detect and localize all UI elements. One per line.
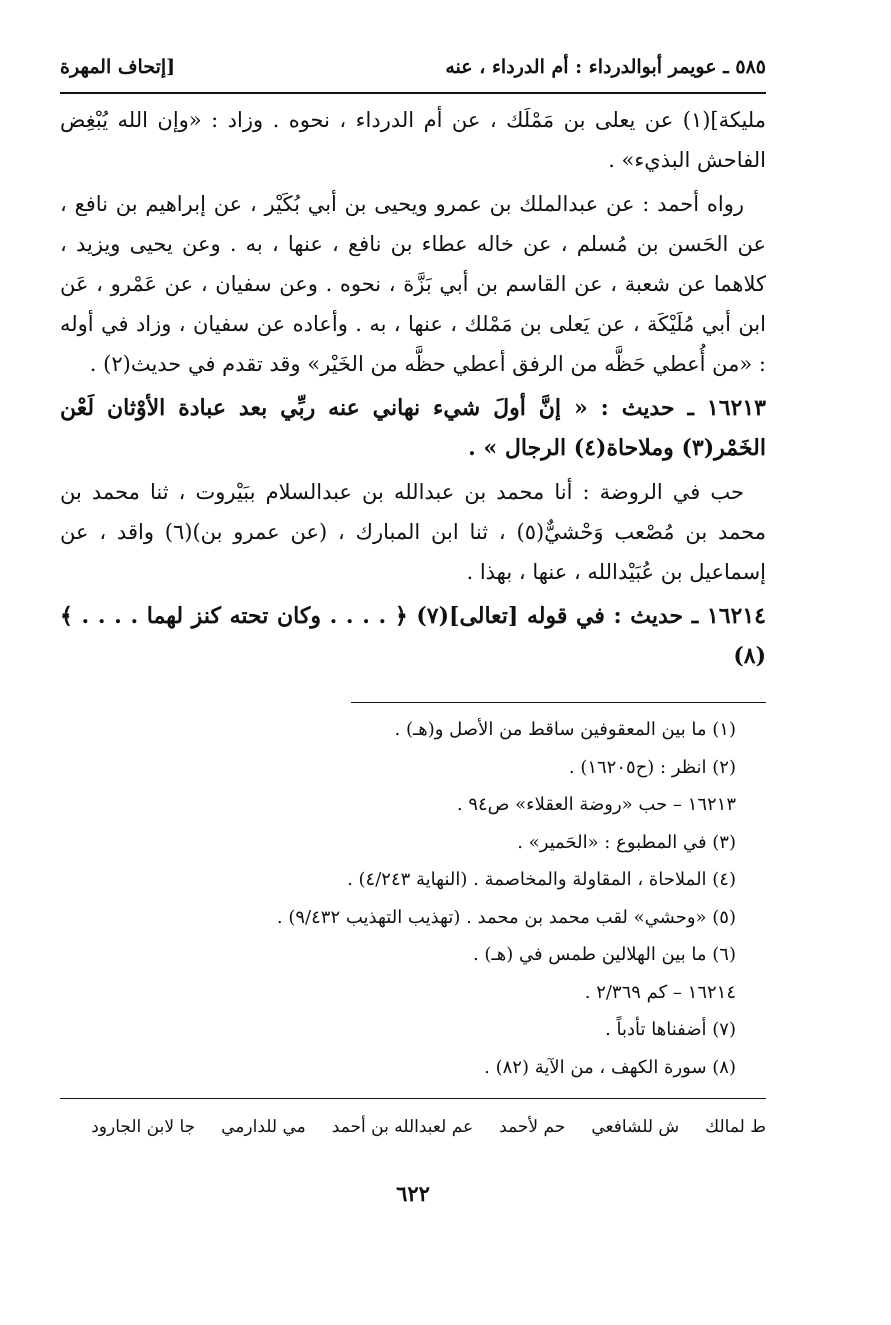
footnote-rule xyxy=(351,702,766,703)
footnote: (٢) انظر : (ح١٦٢٠٥) . xyxy=(568,756,736,778)
footnote: (٣) في المطبوع : «الحَمير» . xyxy=(517,831,736,853)
paragraph-hibban: حب في الروضة : أنا محمد بن عبدالله بن عبدالسلام ببَيْروت ، ثنا محمد بن محمد بن مُصْعب وَحْشيٌّ(٥) ، ثنا ابن المبارك ، (عن عمرو بن)(٦) واقد ، عن إسماعيل بن عُبَيْدالله ، عنها ، بهذا . xyxy=(60,480,766,584)
footnote: ١٦٢١٤ – كم ٢/٣٦٩ . xyxy=(584,981,736,1003)
footnote: (٦) ما بين الهلالين طمس في (هـ) . xyxy=(472,944,736,965)
header-rule xyxy=(60,92,766,94)
paragraph-continuation: مليكة](١) عن يعلى بن مَمْلَك ، عن أم الدرداء ، نحوه . وزاد : «وإن الله يُبْغِض الفاحش البذيء» . xyxy=(60,108,766,172)
page-number: ٦٢٢ xyxy=(396,1181,430,1206)
header-book-name: [إتحاف المهرة xyxy=(60,56,176,78)
abbreviation: حم لأحمد xyxy=(499,1117,566,1137)
page xyxy=(60,50,766,1206)
footnote: ١٦٢١٣ – حب «روضة العقلاء» ص٩٤ . xyxy=(456,794,736,815)
footnote: (٥) «وحشي» لقب محمد بن محمد . (تهذيب التهذيب ٩/٤٣٢) . xyxy=(276,906,736,928)
abbreviation: جا لابن الجارود xyxy=(91,1117,196,1137)
abbreviation: ط لمالك xyxy=(705,1117,766,1137)
hadith-16214: ١٦٢١٤ ـ حديث : في قوله [تعالى](٧) ﴿ . . . . وكان تحته كنز لهما . . . . ﴾(٨) xyxy=(60,603,766,669)
footnote: (٤) الملاحاة ، المقاولة والمخاصمة . (النهاية ٤/٢٤٣) . xyxy=(347,869,736,890)
footnotes xyxy=(60,711,766,1086)
footnote: (٨) سورة الكهف ، من الآية (٨٢) . xyxy=(484,1056,736,1078)
footnote: (١) ما بين المعقوفين ساقط من الأصل و(هـ) . xyxy=(394,719,736,740)
footnote: (٧) أضفناها تأدباً . xyxy=(605,1019,736,1040)
abbreviation: ش للشافعي xyxy=(591,1117,680,1137)
paragraph-ahmad: رواه أحمد : عن عبدالملك بن عمرو ويحيى بن أبي بُكَيْر ، عن إبراهيم بن نافع ، عن الحَسن بن مُسلم ، عن خاله عطاء بن نافع ، عنها ، به . وعن يحيى ويزيد ، كلاهما عن شعبة ، عن القاسم بن أبي بَزَّة ، نحوه . وعن سفيان ، عن عَمْرو ، عَن ابن أبي مُلَيْكَة ، عن يَعلى بن مَمْلك ، عنها ، به . وأعاده عن سفيان ، وزاد في أوله : «من أُعطي حَظَّه من الرفق أعطي حظَّه من الخَيْر» وقد تقدم في حديث(٢) . xyxy=(60,192,766,376)
abbreviation: عم لعبدالله بن أحمد xyxy=(331,1117,474,1137)
abbreviation-key xyxy=(60,1117,766,1137)
abbreviation-rule xyxy=(60,1098,766,1099)
hadith-16213: ١٦٢١٣ ـ حديث : « إنَّ أولَ شيء نهاني عنه ربِّي بعد عبادة الأوْثان لَعْن الخَمْر(٣) وملاحاة(٤) الرجال » . xyxy=(60,395,766,461)
main-text xyxy=(60,100,766,676)
abbreviation: مي للدارمي xyxy=(221,1117,306,1137)
header-title: ٥٨٥ ـ عويمر أبوالدرداء : أم الدرداء ، عنه xyxy=(445,56,766,78)
running-header xyxy=(60,50,766,92)
